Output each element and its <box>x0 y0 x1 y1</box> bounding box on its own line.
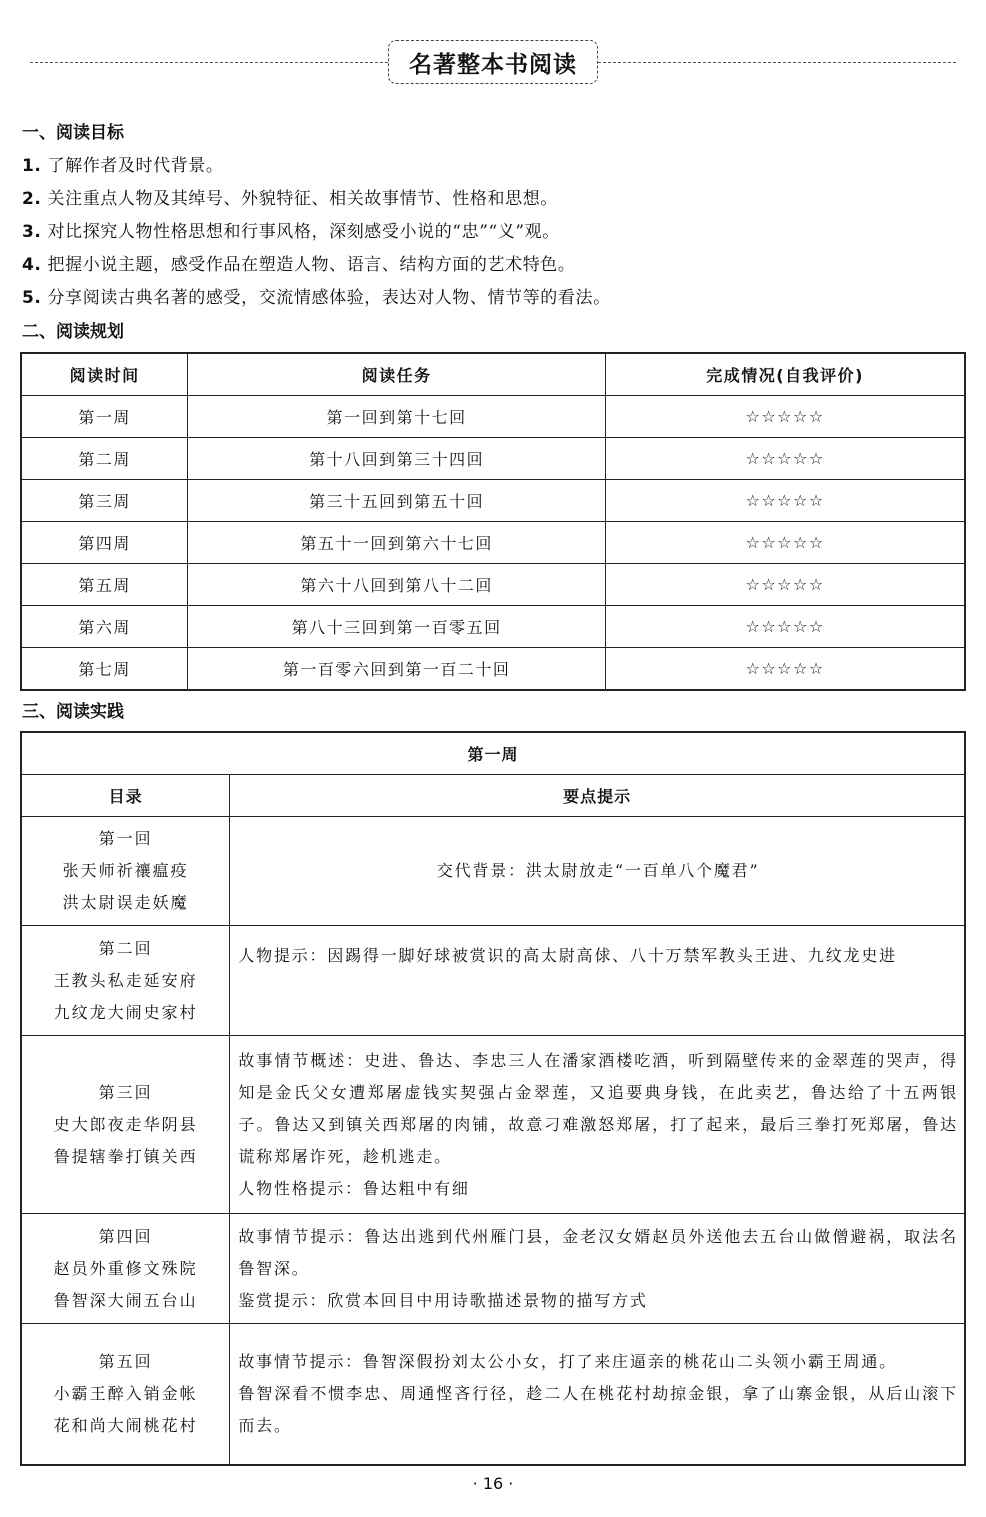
star-rating[interactable]: ☆☆☆☆☆ <box>606 606 965 648</box>
table-row <box>21 522 965 564</box>
goal-item: 3. 对比探究人物性格思想和行事风格，深刻感受小说的“忠”“义”观。 <box>22 222 560 242</box>
week-cell: 第五周 <box>21 564 188 606</box>
table-row <box>21 564 965 606</box>
header-reading-task: 阅读任务 <box>188 353 606 396</box>
chapter-cell: 第二回 王教头私走延安府 九纹龙大闹史家村 <box>21 926 230 1036</box>
chapter-cell: 第四回 赵员外重修文殊院 鲁智深大闹五台山 <box>21 1214 230 1324</box>
week-cell: 第七周 <box>21 648 188 691</box>
table-row <box>21 648 965 691</box>
week-cell: 第一周 <box>21 396 188 438</box>
task-cell: 第一百零六回到第一百二十回 <box>188 648 606 691</box>
task-cell: 第三十五回到第五十回 <box>188 480 606 522</box>
table-header-row <box>21 353 965 396</box>
table-row <box>21 1036 965 1214</box>
header-dashed-line-left <box>30 62 388 63</box>
star-rating[interactable]: ☆☆☆☆☆ <box>606 564 965 606</box>
tip-cell: 故事情节概述：史进、鲁达、李忠三人在潘家酒楼吃酒，听到隔壁传来的金翠莲的哭声，得知是金氏父女遭郑屠虚钱实契强占金翠莲，又追要典身钱，在此卖艺，鲁达给了十五两银子。鲁达又到镇关西郑屠的肉铺，故意刁难激怒郑屠，打了起来，最后三拳打死郑屠，鲁达谎称郑屠诈死，趁机逃走。 人物性格提示：鲁达粗中有细 <box>230 1036 965 1214</box>
star-rating[interactable]: ☆☆☆☆☆ <box>606 648 965 691</box>
week-title-row <box>21 732 965 775</box>
tip-cell: 交代背景：洪太尉放走“一百单八个魔君” <box>230 817 965 926</box>
section-heading-plan: 二、阅读规划 <box>22 322 124 342</box>
task-cell: 第五十一回到第六十七回 <box>188 522 606 564</box>
week-cell: 第六周 <box>21 606 188 648</box>
goal-item: 1. 了解作者及时代背景。 <box>22 156 224 176</box>
goal-item: 4. 把握小说主题，感受作品在塑造人物、语言、结构方面的艺术特色。 <box>22 255 576 275</box>
banner-title: 名著整本书阅读 <box>388 40 598 84</box>
star-rating[interactable]: ☆☆☆☆☆ <box>606 396 965 438</box>
table-row <box>21 480 965 522</box>
section-heading-practice: 三、阅读实践 <box>22 702 124 722</box>
chapter-cell: 第三回 史大郎夜走华阴县 鲁提辖拳打镇关西 <box>21 1036 230 1214</box>
table-row <box>21 438 965 480</box>
star-rating[interactable]: ☆☆☆☆☆ <box>606 438 965 480</box>
week-cell: 第三周 <box>21 480 188 522</box>
goal-item: 2. 关注重点人物及其绰号、外貌特征、相关故事情节、性格和思想。 <box>22 189 558 209</box>
reading-practice-table <box>20 731 966 1466</box>
header-dashed-line-right <box>598 62 956 63</box>
task-cell: 第十八回到第三十四回 <box>188 438 606 480</box>
table-row <box>21 396 965 438</box>
week-cell: 第二周 <box>21 438 188 480</box>
tip-cell: 故事情节提示：鲁达出逃到代州雁门县，金老汉女婿赵员外送他去五台山做僧避祸，取法名鲁智深。 鉴赏提示：欣赏本回目中用诗歌描述景物的描写方式 <box>230 1214 965 1324</box>
header-key-points: 要点提示 <box>230 775 965 817</box>
goal-item: 5. 分享阅读古典名著的感受，交流情感体验，表达对人物、情节等的看法。 <box>22 288 611 308</box>
chapter-cell: 第五回 小霸王醉入销金帐 花和尚大闹桃花村 <box>21 1324 230 1465</box>
week-title: 第一周 <box>21 732 965 775</box>
section-heading-goals: 一、阅读目标 <box>22 123 124 143</box>
chapter-cell: 第一回 张天师祈禳瘟疫 洪太尉误走妖魔 <box>21 817 230 926</box>
task-cell: 第六十八回到第八十二回 <box>188 564 606 606</box>
week-cell: 第四周 <box>21 522 188 564</box>
reading-plan-table <box>20 352 966 691</box>
table-row <box>21 1214 965 1324</box>
header-contents: 目录 <box>21 775 230 817</box>
page-header-banner <box>30 36 956 92</box>
star-rating[interactable]: ☆☆☆☆☆ <box>606 522 965 564</box>
tip-cell: 人物提示：因踢得一脚好球被赏识的高太尉高俅、八十万禁军教头王进、九纹龙史进 <box>230 926 965 1036</box>
page-number: · 16 · <box>472 1474 514 1493</box>
star-rating[interactable]: ☆☆☆☆☆ <box>606 480 965 522</box>
table-row <box>21 1324 965 1465</box>
table-row <box>21 926 965 1036</box>
task-cell: 第八十三回到第一百零五回 <box>188 606 606 648</box>
tip-cell: 故事情节提示：鲁智深假扮刘太公小女，打了来庄逼亲的桃花山二头领小霸王周通。 鲁智深看不惯李忠、周通悭吝行径，趁二人在桃花村劫掠金银，拿了山寨金银，从后山滚下而去。 <box>230 1324 965 1465</box>
table-row <box>21 817 965 926</box>
table-row <box>21 606 965 648</box>
table-header-row <box>21 775 965 817</box>
task-cell: 第一回到第十七回 <box>188 396 606 438</box>
header-self-evaluation: 完成情况(自我评价) <box>606 353 965 396</box>
header-reading-time: 阅读时间 <box>21 353 188 396</box>
